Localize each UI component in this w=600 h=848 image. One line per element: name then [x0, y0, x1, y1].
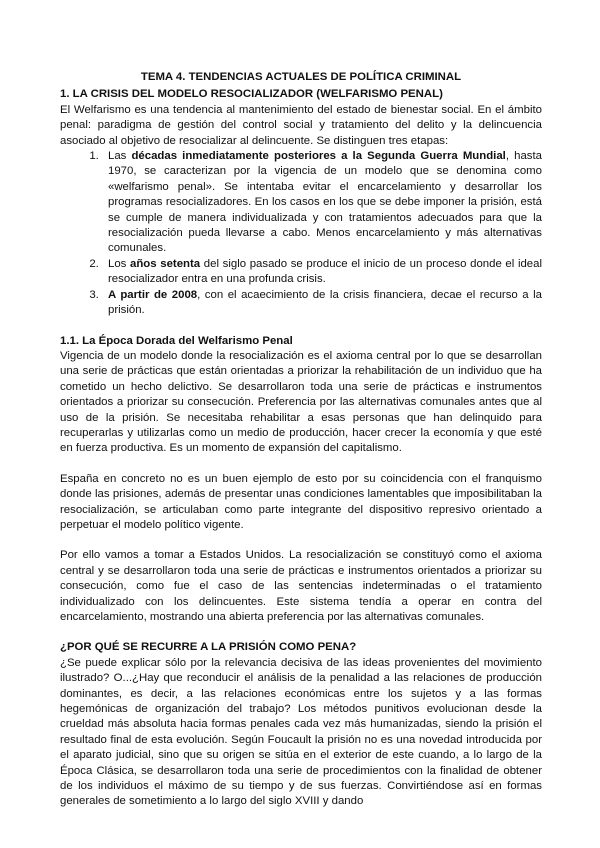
document-title: TEMA 4. TENDENCIAS ACTUALES DE POLÍTICA CRIMINAL	[140, 71, 462, 83]
stage-item: 3. A partir de 2008, con el acaecimiento de la crisis financiera, decae el recurso a la prisión.	[102, 288, 542, 319]
section-1-intro: El Welfarismo es una tendencia al mantenimiento del estado de bienestar social. En el ámbito penal: paradigma de gestión del control social y tratamiento del delito y la delincuencia asociado al objetivo de resocializar al delincuente. Se distinguen tres etapas:	[60, 103, 542, 147]
section-1-heading: 1. LA CRISIS DEL MODELO RESOCIALIZADOR (WELFARISMO PENAL)	[60, 88, 443, 101]
stages-list	[60, 149, 542, 318]
section-1-1-heading: 1.1. La Época Dorada del Welfarismo Penal	[60, 334, 293, 347]
paragraph: España en concreto no es un buen ejemplo de esto por su coincidencia con el franquismo donde las prisiones, además de presentar unas condiciones lamentables que imposibilitaban la resocialización, se articulaban como parte integrante del dispositivo represivo orientado a perpetuar el modelo político vigente.	[60, 472, 542, 531]
stage-item: 2. Los años setenta del siglo pasado se produce el inicio de un proceso donde el ideal resocializador entra en una profunda crisis.	[102, 257, 542, 288]
document-body	[60, 70, 542, 810]
paragraph: Vigencia de un modelo donde la resocialización es el axioma central por lo que se desarrollan una serie de prácticas que están orientadas a priorizar la rehabilitación de un individuo que ha cometido un hecho delictivo. Se desarrollaron toda una serie de prácticas e instrumentos orientados a priorizar su consecución. Preferencia por las alternativas comunales antes que al uso de la prisión. Se necesitaba rehabilitar a esas personas que han delinquido para recuperarlas y utilizarlas como un medio de producción, hacer crecer la economía y que esté en fuerza productiva. Es un momento de expansión del capitalismo.	[60, 349, 542, 455]
stage-item: 1. Las décadas inmediatamente posteriores a la Segunda Guerra Mundial, hasta 1970, se caracterizan por la vigencia de un modelo que se denomina como «welfarismo penal». Se intentaba evitar el encarcelamiento y desarrollar los programas resocializadores. En los casos en los que se debe imponer la prisión, está se cumple de manera individualizada y con tratamientos adecuados para que la resocialización pueda llevarse a cabo. Menos encarcelamiento y más alternativas comunales.	[102, 149, 542, 257]
stage-highlight: décadas inmediatamente posteriores a la Segunda Guerra Mundial	[131, 150, 506, 163]
paragraph: Por ello vamos a tomar a Estados Unidos. La resocialización se constituyó como el axioma central y se desarrollaron toda una serie de prácticas e instrumentos orientados a priorizar su consecución, como fue el caso de las sentencias indeterminadas o el tratamiento individualizado con los delincuentes. Este sistema tendía a operar en contra del encarcelamiento, mostrando una abierta preferencia por las alternativas comunales.	[60, 549, 542, 623]
paragraph: ¿Se puede explicar sólo por la relevancia decisiva de las ideas provenientes del movimiento ilustrado? O...¿Hay que reconducir el análisis de la penalidad a las relaciones de producción dominantes, es decir, a las relaciones económicas entre los sujetos y a las formas hegemónicas de organización del trabajo? Los métodos punitivos evolucionan desde la crueldad más absoluta hacia formas penales cada vez más humanizadas, siendo la prisión el resultado final de esta evolución. Según Foucault la prisión no es una novedad introducida por el aparato judicial, sino que su origen se sitúa en el exterior de este cuando, a lo largo de la Época Clásica, se desarrollaron toda una serie de procedimientos con la finalidad de obtener de los individuos el máximo de su tiempo y de sus fuerzas. Convirtiéndose así en formas generales de sometimiento a lo largo del siglo XVIII y dando	[60, 656, 542, 808]
section-why-heading: ¿POR QUÉ SE RECURRE A LA PRISIÓN COMO PENA?	[60, 641, 357, 654]
stage-highlight: A partir de 2008	[108, 288, 198, 301]
stage-highlight: años setenta	[130, 257, 201, 270]
